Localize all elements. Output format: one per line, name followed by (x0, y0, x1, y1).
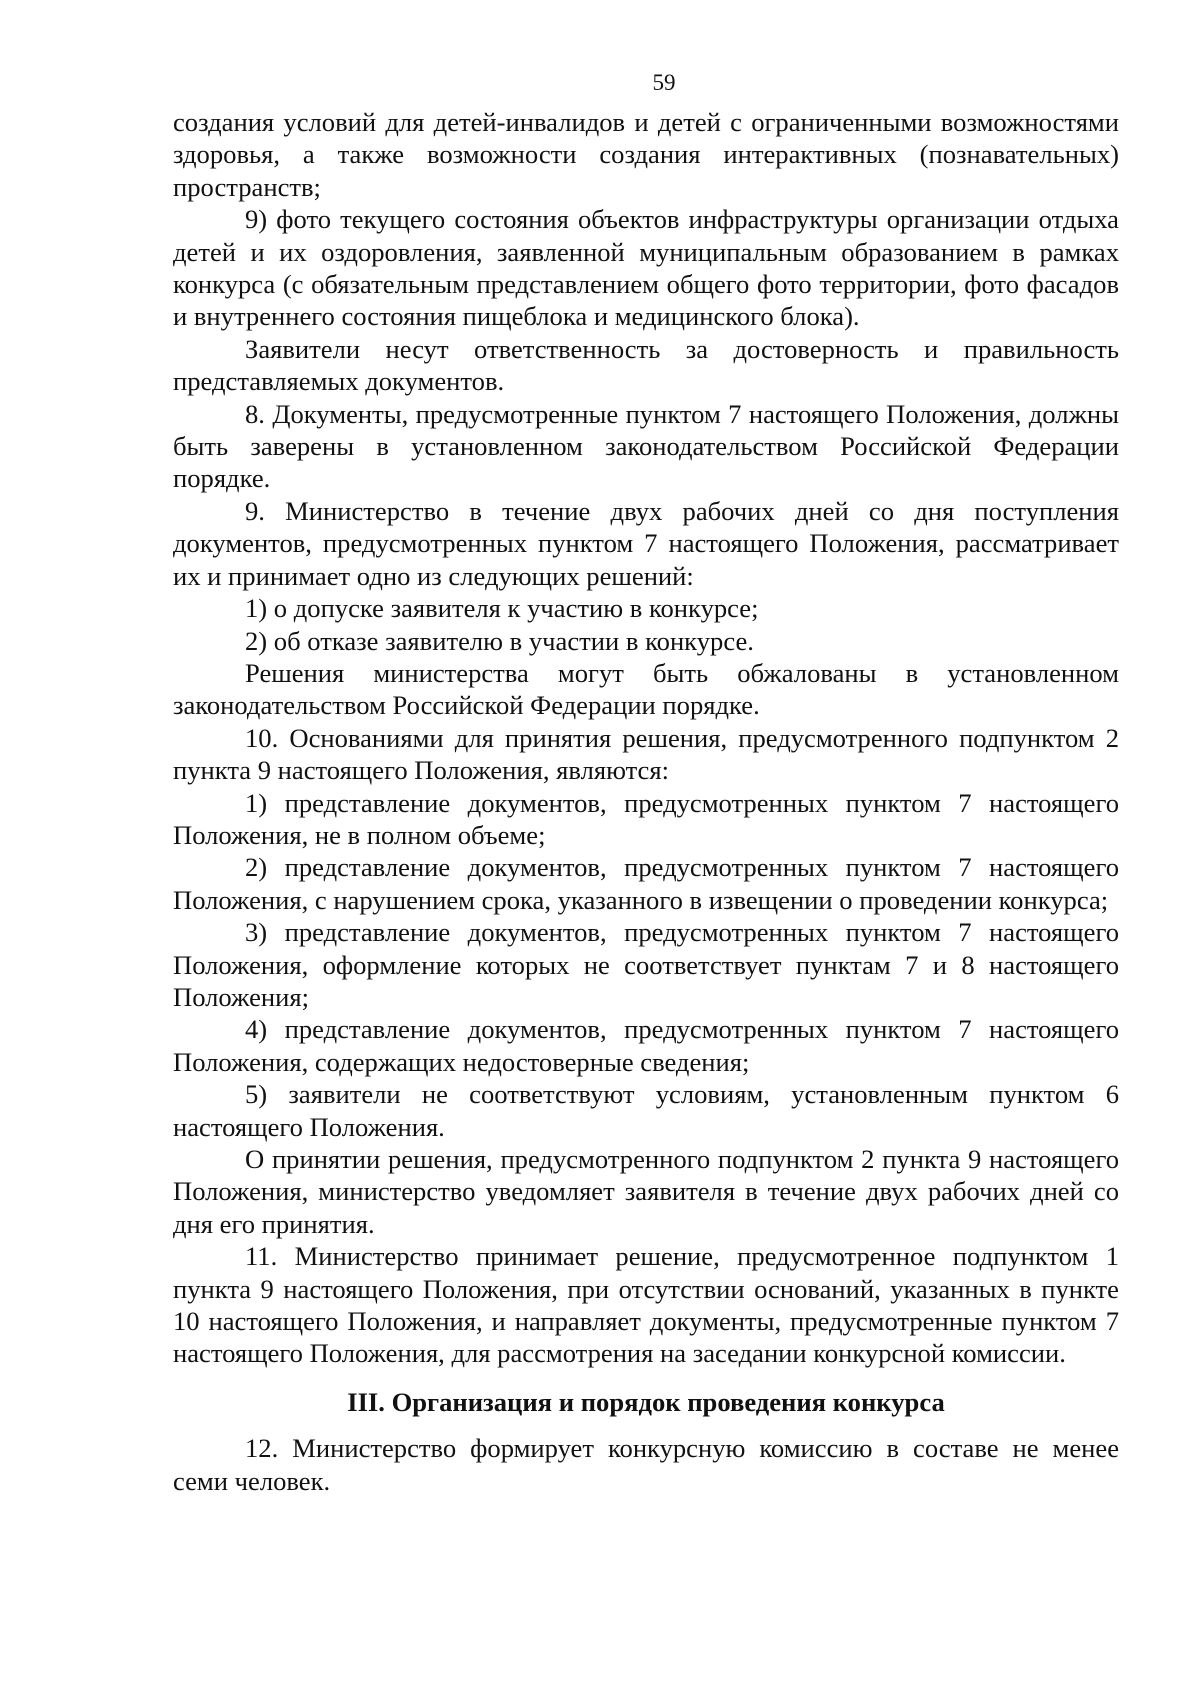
document-page (173, 68, 1119, 1497)
paragraph: 9. Министерство в течение двух рабочих дней со дня поступления документов, предусмотренных пунктом 7 настоящего Положения, рассматривает их и принимает одно из следующих решений: (173, 495, 1119, 591)
list-item: 3) представление документов, предусмотренных пунктом 7 настоящего Положения, оформление которых не соответствует пунктам 7 и 8 настоящего Положения; (173, 917, 1119, 1012)
list-item: 4) представление документов, предусмотренных пунктом 7 настоящего Положения, содержащих недостоверные сведения; (173, 1014, 1119, 1077)
list-item: 2) представление документов, предусмотренных пунктом 7 настоящего Положения, с нарушением срока, указанного в извещении о проведении конкурса; (173, 852, 1119, 915)
list-item: 2) об отказе заявителю в участии в конкурсе. (245, 625, 754, 656)
list-item: 1) представление документов, предусмотренных пунктом 7 настоящего Положения, не в полном объеме; (173, 787, 1119, 850)
paragraph: Решения министерства могут быть обжалованы в установленном законодательством Российской Федерации порядке. (173, 657, 1119, 721)
paragraphs-after (173, 1432, 1119, 1497)
paragraph: 12. Министерство формирует конкурсную комиссию в составе не менее семи человек. (173, 1433, 1119, 1496)
paragraph: создания условий для детей-инвалидов и детей с ограниченными возможностями здоровья, а также возможности создания интерактивных (познавательных) пространств; (173, 107, 1119, 202)
paragraph: 8. Документы, предусмотренные пунктом 7 настоящего Положения, должны быть заверены в установленном законодательством Российской Федерации порядке. (173, 398, 1119, 494)
page-number: 59 (652, 70, 676, 95)
section-heading: III. Организация и порядок проведения конкурса (347, 1386, 945, 1417)
paragraph: О принятии решения, предусмотренного подпунктом 2 пункта 9 настоящего Положения, министерство уведомляет заявителя в течение двух рабочих дней со дня его принятия. (173, 1144, 1119, 1239)
list-item: 5) заявители не соответствуют условиям, установленным пунктом 6 настоящего Положения. (173, 1079, 1119, 1142)
paragraph: Заявители несут ответственность за достоверность и правильность представляемых документов. (173, 333, 1119, 397)
paragraph: 10. Основаниями для принятия решения, предусмотренного подпунктом 2 пункта 9 настоящего Положения, являются: (173, 722, 1119, 786)
list-item: 1) о допуске заявителя к участию в конкурсе; (245, 593, 759, 624)
paragraph: 9) фото текущего состояния объектов инфраструктуры организации отдыха детей и их оздоровления, заявленной муниципальным образованием в рамках конкурса (с обязательным представлением общего фото территории, фото фасадов и внутреннего состояния пищеблока и медицинского блока). (173, 204, 1119, 332)
paragraphs-before (173, 106, 1119, 1370)
paragraph: 11. Министерство принимает решение, предусмотренное подпунктом 1 пункта 9 настоящего Положения, при отсутствии оснований, указанных в пункте 10 настоящего Положения, и направляет документы, предусмотренные пунктом 7 настоящего Положения, для рассмотрения на заседании конкурсной комиссии. (173, 1241, 1119, 1369)
